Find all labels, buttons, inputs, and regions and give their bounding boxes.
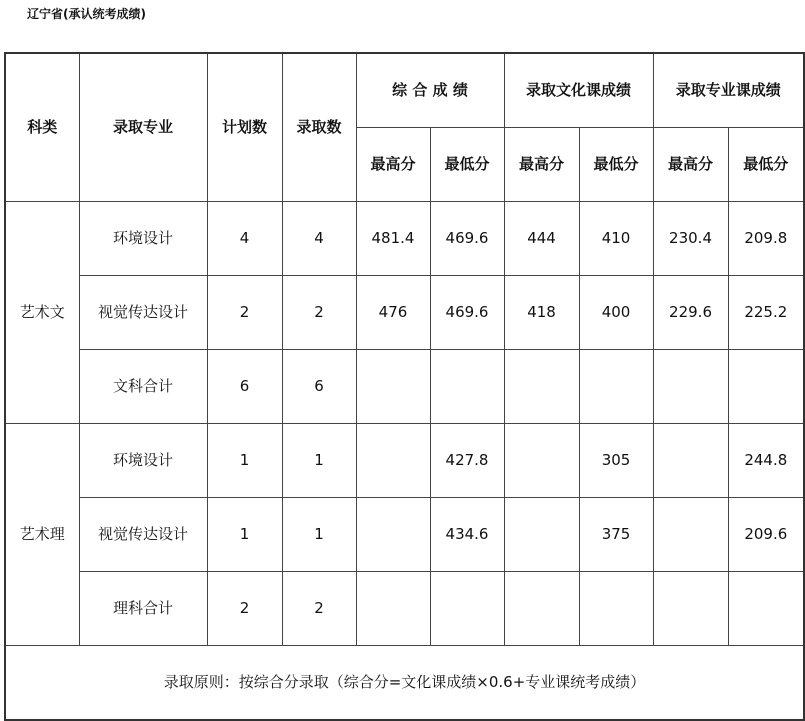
plan-cell: 2: [207, 275, 282, 349]
culture-max-cell: [504, 497, 579, 571]
admission-score-table: [4, 52, 805, 721]
plan-cell: 4: [207, 201, 282, 275]
header-composite-max: 最高分: [356, 127, 430, 201]
composite-min-cell: 469.6: [430, 201, 504, 275]
admitted-cell: 4: [282, 201, 356, 275]
composite-max-cell: 476: [356, 275, 430, 349]
culture-max-cell: [504, 349, 579, 423]
header-culture: 录取文化课成绩: [504, 53, 653, 127]
major-cell: 环境设计: [79, 423, 207, 497]
header-major: 录取专业: [79, 53, 207, 201]
admission-principle-note: 录取原则：按综合分录取（综合分=文化课成绩×0.6+专业课统考成绩）: [5, 645, 804, 720]
header-composite-min: 最低分: [430, 127, 504, 201]
table-row: [5, 571, 804, 645]
composite-min-cell: 434.6: [430, 497, 504, 571]
plan-cell: 6: [207, 349, 282, 423]
table-row: [5, 497, 804, 571]
admitted-cell: 1: [282, 423, 356, 497]
culture-min-cell: 400: [579, 275, 653, 349]
major-cell: 视觉传达设计: [79, 275, 207, 349]
category-cell: 艺术文: [5, 201, 79, 423]
category-cell: 艺术理: [5, 423, 79, 645]
header-professional-min: 最低分: [728, 127, 804, 201]
professional-max-cell: [653, 349, 728, 423]
professional-max-cell: [653, 423, 728, 497]
culture-min-cell: 305: [579, 423, 653, 497]
professional-min-cell: [728, 349, 804, 423]
major-cell: 理科合计: [79, 571, 207, 645]
header-professional: 录取专业课成绩: [653, 53, 804, 127]
plan-cell: 1: [207, 423, 282, 497]
header-culture-max: 最高分: [504, 127, 579, 201]
professional-min-cell: 225.2: [728, 275, 804, 349]
culture-min-cell: 375: [579, 497, 653, 571]
header-admitted: 录取数: [282, 53, 356, 201]
major-cell: 视觉传达设计: [79, 497, 207, 571]
plan-cell: 2: [207, 571, 282, 645]
composite-max-cell: [356, 497, 430, 571]
culture-min-cell: 410: [579, 201, 653, 275]
header-row-1: [5, 53, 804, 127]
professional-min-cell: 209.8: [728, 201, 804, 275]
culture-max-cell: [504, 423, 579, 497]
table-row: [5, 201, 804, 275]
page-title: 辽宁省(承认统考成绩): [27, 7, 146, 21]
composite-min-cell: 469.6: [430, 275, 504, 349]
admitted-cell: 1: [282, 497, 356, 571]
culture-max-cell: 444: [504, 201, 579, 275]
table-row: [5, 275, 804, 349]
composite-min-cell: 427.8: [430, 423, 504, 497]
composite-max-cell: [356, 571, 430, 645]
culture-max-cell: [504, 571, 579, 645]
professional-max-cell: 230.4: [653, 201, 728, 275]
composite-max-cell: [356, 423, 430, 497]
culture-min-cell: [579, 571, 653, 645]
admitted-cell: 2: [282, 571, 356, 645]
header-plan: 计划数: [207, 53, 282, 201]
admitted-cell: 6: [282, 349, 356, 423]
professional-max-cell: 229.6: [653, 275, 728, 349]
professional-min-cell: [728, 571, 804, 645]
professional-max-cell: [653, 571, 728, 645]
table-row: [5, 423, 804, 497]
composite-max-cell: 481.4: [356, 201, 430, 275]
header-culture-min: 最低分: [579, 127, 653, 201]
major-cell: 文科合计: [79, 349, 207, 423]
note-row: [5, 645, 804, 720]
table-row: [5, 349, 804, 423]
major-cell: 环境设计: [79, 201, 207, 275]
professional-min-cell: 209.6: [728, 497, 804, 571]
composite-min-cell: [430, 349, 504, 423]
culture-max-cell: 418: [504, 275, 579, 349]
composite-max-cell: [356, 349, 430, 423]
header-composite: 综 合 成 绩: [356, 53, 504, 127]
professional-min-cell: 244.8: [728, 423, 804, 497]
admitted-cell: 2: [282, 275, 356, 349]
composite-min-cell: [430, 571, 504, 645]
header-category: 科类: [5, 53, 79, 201]
plan-cell: 1: [207, 497, 282, 571]
professional-max-cell: [653, 497, 728, 571]
culture-min-cell: [579, 349, 653, 423]
header-professional-max: 最高分: [653, 127, 728, 201]
